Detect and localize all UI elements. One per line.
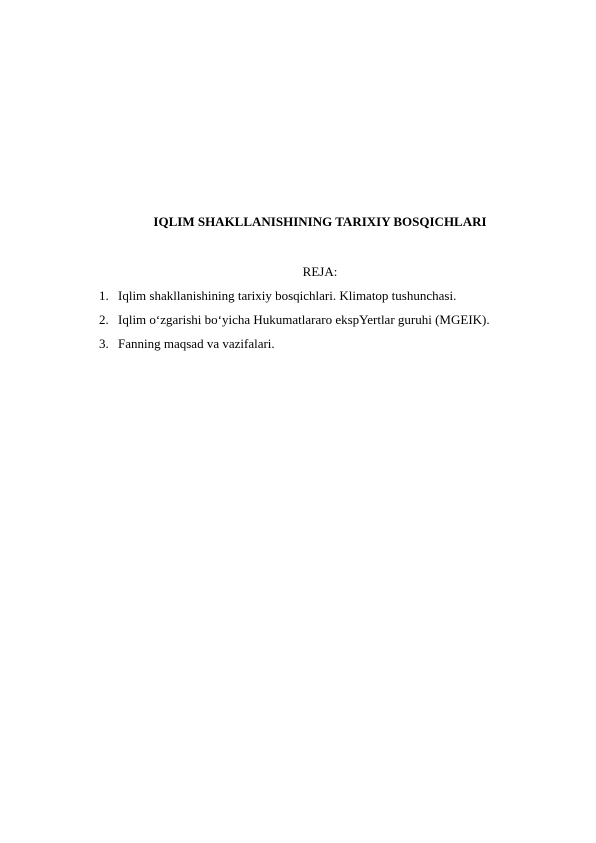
plan-item-number: 1. <box>99 288 109 303</box>
plan-item-2 <box>99 308 490 332</box>
document-title: IQLIM SHAKLLANISHINING TARIXIY BOSQICHLARI <box>153 214 487 229</box>
plan-item-text: Fanning maqsad va vazifalari. <box>118 336 275 351</box>
plan-item-1 <box>99 284 490 308</box>
plan-item-text: Iqlim shakllanishining tarixiy bosqichlari. Klimatop tushunchasi. <box>118 288 457 303</box>
plan-heading: REJA: <box>302 264 338 279</box>
plan-item-number: 3. <box>99 336 109 351</box>
plan-item-number: 2. <box>99 312 109 327</box>
plan-item-3 <box>99 332 490 356</box>
plan-item-text: Iqlim o‘zgarishi bo‘yicha Hukumatlararo ekspYertlar guruhi (MGEIK). <box>118 312 490 327</box>
plan-list <box>99 284 490 356</box>
